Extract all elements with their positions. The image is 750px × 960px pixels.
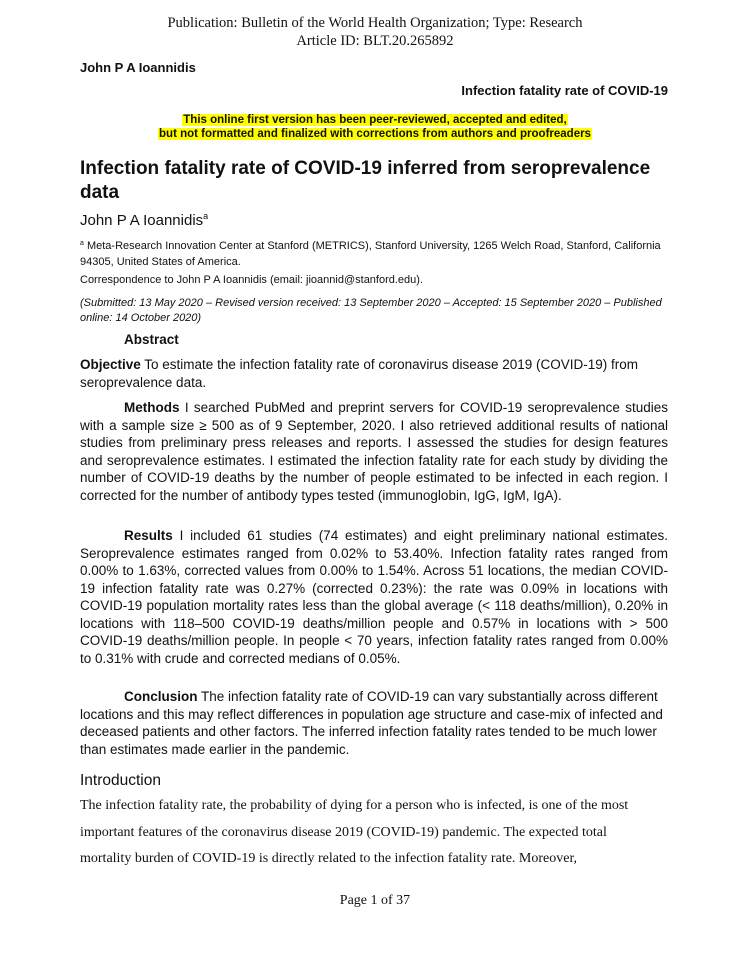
introduction-heading: Introduction [80,772,161,789]
notice-line-2: but not formatted and finalized with corrections from authors and proofreaders [159,128,591,140]
results-text: I included 61 studies (74 estimates) and eight preliminary national estimates. Seroprevalence estimates ranged from 0.02% to 53.40%. Infection fatality rates ranged from 0.00% to 1.63%, corrected values from 0.00% to 1.54%. Across 51 locations, the median COVID-19 infection fatality rate was 0.27% (corrected 0.23%): the rate was 0.09% in locations with COVID-19 population mortality rates less than the global average (< 118 deaths/million), 0.20% in locations with 118–500 COVID-19 deaths/million people and 0.57% in locations with > 500 COVID-19 deaths/million people. In people < 70 years, infection fatality rates ranged from 0.00% to 0.31% with crude and corrected medians of 0.05%. [80,528,668,666]
conclusion-label: Conclusion [124,689,198,704]
introduction-line-2: important features of the coronavirus disease 2019 (COVID-19) pandemic. The expected total [80,825,607,840]
running-title: Infection fatality rate of COVID-19 [461,83,668,98]
affiliation-text: Meta-Research Innovation Center at Stanford (METRICS), Stanford University, 1265 Welch Road, Stanford, California 94305, United States of America. [80,240,661,268]
peer-review-notice [0,113,750,141]
introduction-line-1: The infection fatality rate, the probability of dying for a person who is infected, is one of the most [80,798,629,813]
page-number: Page 1 of 37 [339,893,411,908]
results-label: Results [124,528,173,543]
author-affiliation-marker: a [203,211,209,221]
submission-dates: (Submitted: 13 May 2020 – Revised version received: 13 September 2020 – Accepted: 15 September 2020 – Published online: 14 October 2020) [80,297,662,324]
article-id-line: Article ID: BLT.20.265892 [296,33,454,49]
correspondence: Correspondence to John P A Ioannidis (email: jioannid@stanford.edu). [80,274,424,286]
methods-text: I searched PubMed and preprint servers for COVID-19 seroprevalence studies with a sample size ≥ 500 as of 9 September, 2020. I also retrieved additional results of national studies from preliminary press releases and reports. I assessed the studies for design features and seroprevalence estimates. I estimated the infection fatality rate for each study by dividing the number of COVID-19 deaths by the number of people estimated to be infected in each region. I corrected for the number of antibody types tested (immunoglobin, IgG, IgM, IgA). [80,400,668,503]
methods-label: Methods [124,400,180,415]
abstract-methods [80,399,668,504]
objective-text: To estimate the infection fatality rate of coronavirus disease 2019 (COVID-19) from seroprevalence data. [80,357,639,390]
publication-line: Publication: Bulletin of the World Health Organization; Type: Research [167,15,583,31]
conclusion-text: The infection fatality rate of COVID-19 can vary substantially across different locations and this may reflect differences in population age structure and case-mix of infected and deceased patients and other factors. The inferred infection fatality rates tended to be much lower than estimates made earlier in the pandemic. [80,689,663,757]
abstract-results [80,527,668,667]
article-title: Infection fatality rate of COVID-19 inferred from seroprevalence data [80,158,651,203]
author-line [80,211,208,229]
objective-label: Objective [80,357,141,372]
publication-header [0,14,750,50]
affiliation [80,236,680,270]
abstract-objective [80,356,668,391]
affiliation-marker: a [80,240,84,247]
introduction-line-3: mortality burden of COVID-19 is directly related to the infection fatality rate. Moreover, [80,851,578,866]
header-author: John P A Ioannidis [80,60,196,75]
notice-line-1: This online first version has been peer-reviewed, accepted and edited, [183,114,567,126]
abstract-conclusion [80,688,668,758]
author-name: John P A Ioannidis [80,212,204,229]
abstract-heading: Abstract [124,332,179,347]
